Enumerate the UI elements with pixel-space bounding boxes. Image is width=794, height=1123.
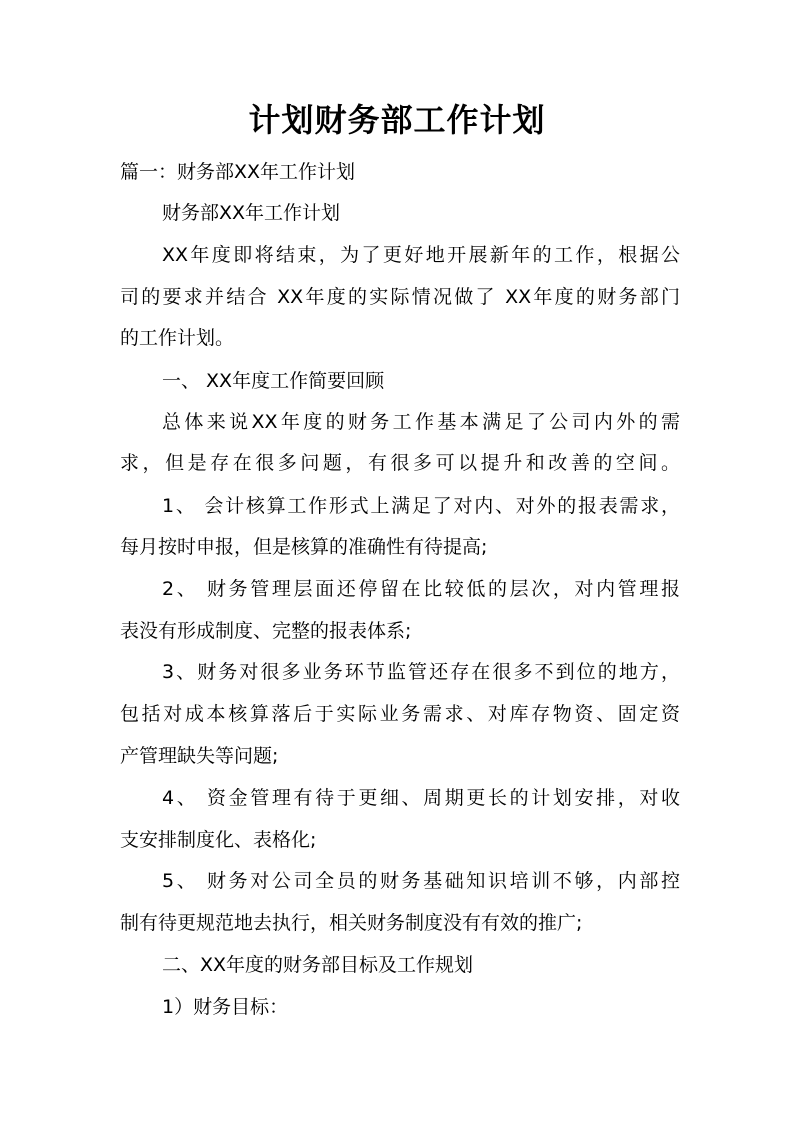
paragraph-line: 求，但是存在很多问题，有很多可以提升和改善的空间。 [120,452,680,474]
paragraph-line: 的工作计划。 [120,327,235,349]
paragraph-line: XX年度即将结束，为了更好地开展新年的工作，根据公 [162,244,680,266]
list-item-line: 支安排制度化、表格化; [120,829,317,851]
paragraph-line: 总体来说XX年度的财务工作基本满足了公司内外的需 [162,411,680,433]
list-item-line: 表没有形成制度、完整的报表体系; [120,620,412,642]
list-item-line: 制有待更规范地去执行，相关财务制度没有有效的推广; [120,912,583,934]
list-item-line: 2、 财务管理层面还停留在比较低的层次，对内管理报 [162,578,680,600]
list-item-line: 产管理缺失等问题; [120,745,279,767]
document-title: 计划财务部工作计划 [248,101,546,139]
list-item-line: 4、 资金管理有待于更细、周期更长的计划安排，对收 [162,787,680,809]
section-heading: 二、XX年度的财务部目标及工作规划 [162,954,474,976]
list-item-line: 包括对成本核算落后于实际业务需求、对库存物资、固定资 [120,703,680,725]
list-item-line: 5、 财务对公司全员的财务基础知识培训不够，内部控 [162,870,680,892]
paragraph-line: 司的要求并结合 XX年度的实际情况做了 XX年度的财务部门 [120,286,680,308]
list-item-line: 每月按时申报，但是核算的准确性有待提高; [120,536,488,558]
list-item-line: 3、财务对很多业务环节监管还存在很多不到位的地方， [162,661,680,683]
subheading: 财务部XX年工作计划 [162,202,341,224]
section-heading: 篇一：财务部XX年工作计划 [120,161,356,183]
subheading: 1）财务目标： [162,996,289,1018]
section-heading: 一、 XX年度工作简要回顾 [162,370,385,392]
list-item-line: 1、 会计核算工作形式上满足了对内、对外的报表需求， [162,495,680,517]
